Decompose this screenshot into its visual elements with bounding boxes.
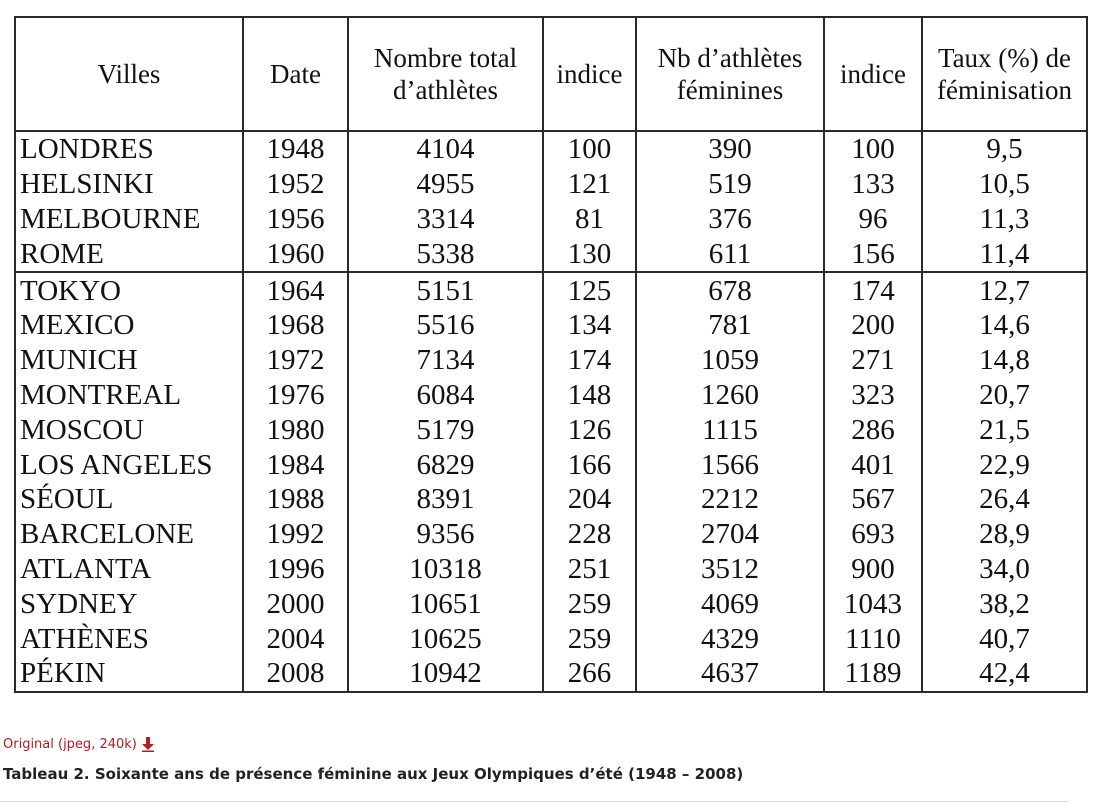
- cell-indice: 126: [543, 412, 636, 447]
- cell-taux: 14,6: [922, 308, 1087, 343]
- table-row: [15, 517, 1087, 552]
- header-nb-feminines: Nb d’athlètes féminines: [636, 17, 824, 131]
- cell-feminines: 4329: [636, 621, 824, 656]
- cell-indice-feminin: 200: [824, 308, 922, 343]
- cell-ville: SYDNEY: [15, 586, 243, 621]
- cell-indice-feminin: 900: [824, 552, 922, 587]
- cell-total: 8391: [348, 482, 543, 517]
- cell-indice-feminin: 693: [824, 517, 922, 552]
- cell-indice: 121: [543, 167, 636, 202]
- header-taux: Taux (%) de féminisation: [922, 17, 1087, 131]
- cell-taux: 34,0: [922, 552, 1087, 587]
- cell-feminines: 4069: [636, 586, 824, 621]
- cell-indice: 228: [543, 517, 636, 552]
- cell-indice-feminin: 401: [824, 447, 922, 482]
- cell-date: 1952: [243, 167, 348, 202]
- cell-feminines: 2212: [636, 482, 824, 517]
- cell-taux: 28,9: [922, 517, 1087, 552]
- cell-date: 1996: [243, 552, 348, 587]
- cell-indice: 266: [543, 656, 636, 692]
- cell-indice: 100: [543, 131, 636, 167]
- cell-ville: MOSCOU: [15, 412, 243, 447]
- cell-date: 1964: [243, 272, 348, 308]
- cell-feminines: 390: [636, 131, 824, 167]
- cell-indice-feminin: 174: [824, 272, 922, 308]
- cell-feminines: 678: [636, 272, 824, 308]
- cell-date: 1968: [243, 308, 348, 343]
- cell-total: 10942: [348, 656, 543, 692]
- table-row: [15, 308, 1087, 343]
- cell-ville: ATLANTA: [15, 552, 243, 587]
- cell-indice-feminin: 1110: [824, 621, 922, 656]
- cell-feminines: 3512: [636, 552, 824, 587]
- cell-taux: 26,4: [922, 482, 1087, 517]
- cell-feminines: 1059: [636, 343, 824, 378]
- cell-date: 1960: [243, 236, 348, 272]
- cell-ville: TOKYO: [15, 272, 243, 308]
- cell-feminines: 4637: [636, 656, 824, 692]
- cell-total: 5516: [348, 308, 543, 343]
- cell-taux: 21,5: [922, 412, 1087, 447]
- cell-indice: 259: [543, 586, 636, 621]
- cell-feminines: 1566: [636, 447, 824, 482]
- cell-indice-feminin: 286: [824, 412, 922, 447]
- cell-taux: 11,4: [922, 236, 1087, 272]
- cell-date: 1980: [243, 412, 348, 447]
- cell-feminines: 1115: [636, 412, 824, 447]
- cell-total: 7134: [348, 343, 543, 378]
- cell-total: 5179: [348, 412, 543, 447]
- table-row: [15, 447, 1087, 482]
- cell-ville: ROME: [15, 236, 243, 272]
- cell-taux: 20,7: [922, 378, 1087, 413]
- cell-ville: MUNICH: [15, 343, 243, 378]
- cell-total: 10318: [348, 552, 543, 587]
- cell-taux: 12,7: [922, 272, 1087, 308]
- cell-feminines: 611: [636, 236, 824, 272]
- cell-total: 4955: [348, 167, 543, 202]
- table-row: [15, 621, 1087, 656]
- original-link-label: Original (jpeg, 240k): [3, 737, 137, 752]
- table-row: [15, 378, 1087, 413]
- cell-total: 10625: [348, 621, 543, 656]
- cell-total: 3314: [348, 202, 543, 237]
- table-row: [15, 167, 1087, 202]
- header-indice: indice: [543, 17, 636, 131]
- cell-total: 6084: [348, 378, 543, 413]
- cell-feminines: 519: [636, 167, 824, 202]
- header-indice-feminin: indice: [824, 17, 922, 131]
- table-row: [15, 343, 1087, 378]
- cell-indice-feminin: 271: [824, 343, 922, 378]
- cell-taux: 14,8: [922, 343, 1087, 378]
- cell-indice: 130: [543, 236, 636, 272]
- cell-ville: LOS ANGELES: [15, 447, 243, 482]
- cell-feminines: 376: [636, 202, 824, 237]
- cell-total: 10651: [348, 586, 543, 621]
- cell-date: 1956: [243, 202, 348, 237]
- cell-indice-feminin: 1043: [824, 586, 922, 621]
- cell-ville: BARCELONE: [15, 517, 243, 552]
- cell-total: 5151: [348, 272, 543, 308]
- cell-ville: MEXICO: [15, 308, 243, 343]
- olympics-table: [14, 16, 1088, 693]
- cell-indice: 148: [543, 378, 636, 413]
- table-header-row: [15, 17, 1087, 131]
- cell-indice-feminin: 100: [824, 131, 922, 167]
- cell-date: 1948: [243, 131, 348, 167]
- table-row: [15, 482, 1087, 517]
- cell-indice: 166: [543, 447, 636, 482]
- cell-total: 9356: [348, 517, 543, 552]
- header-villes: Villes: [15, 17, 243, 131]
- cell-taux: 38,2: [922, 586, 1087, 621]
- table-image: [14, 16, 1086, 712]
- cell-total: 6829: [348, 447, 543, 482]
- cell-taux: 11,3: [922, 202, 1087, 237]
- cell-indice-feminin: 133: [824, 167, 922, 202]
- cell-indice-feminin: 323: [824, 378, 922, 413]
- cell-ville: ATHÈNES: [15, 621, 243, 656]
- table-row: [15, 656, 1087, 692]
- table-row: [15, 131, 1087, 167]
- cell-ville: LONDRES: [15, 131, 243, 167]
- table-row: [15, 236, 1087, 272]
- cell-date: 1984: [243, 447, 348, 482]
- table-row: [15, 586, 1087, 621]
- download-arrow-icon: [142, 737, 154, 752]
- cell-date: 1988: [243, 482, 348, 517]
- cell-indice: 204: [543, 482, 636, 517]
- cell-taux: 40,7: [922, 621, 1087, 656]
- header-date: Date: [243, 17, 348, 131]
- cell-date: 2008: [243, 656, 348, 692]
- cell-feminines: 2704: [636, 517, 824, 552]
- cell-indice-feminin: 567: [824, 482, 922, 517]
- header-nombre-total: Nombre total d’athlètes: [348, 17, 543, 131]
- table-caption: Tableau 2. Soixante ans de présence féminine aux Jeux Olympiques d’été (1948 – 2008): [3, 765, 744, 783]
- cell-indice-feminin: 1189: [824, 656, 922, 692]
- cell-indice: 134: [543, 308, 636, 343]
- cell-indice: 125: [543, 272, 636, 308]
- cell-indice-feminin: 156: [824, 236, 922, 272]
- table-row: [15, 412, 1087, 447]
- cell-indice: 251: [543, 552, 636, 587]
- cell-taux: 10,5: [922, 167, 1087, 202]
- cell-total: 4104: [348, 131, 543, 167]
- cell-taux: 42,4: [922, 656, 1087, 692]
- cell-date: 2000: [243, 586, 348, 621]
- cell-taux: 22,9: [922, 447, 1087, 482]
- cell-indice: 259: [543, 621, 636, 656]
- cell-indice: 174: [543, 343, 636, 378]
- original-image-link[interactable]: [3, 737, 154, 752]
- table-row: [15, 272, 1087, 308]
- cell-ville: HELSINKI: [15, 167, 243, 202]
- cell-total: 5338: [348, 236, 543, 272]
- cell-ville: PÉKIN: [15, 656, 243, 692]
- cell-indice: 81: [543, 202, 636, 237]
- cell-date: 2004: [243, 621, 348, 656]
- cell-date: 1992: [243, 517, 348, 552]
- cell-taux: 9,5: [922, 131, 1087, 167]
- table-row: [15, 202, 1087, 237]
- table-row: [15, 552, 1087, 587]
- cell-ville: SÉOUL: [15, 482, 243, 517]
- cell-date: 1972: [243, 343, 348, 378]
- cell-indice-feminin: 96: [824, 202, 922, 237]
- cell-ville: MONTREAL: [15, 378, 243, 413]
- cell-date: 1976: [243, 378, 348, 413]
- cell-ville: MELBOURNE: [15, 202, 243, 237]
- cell-feminines: 1260: [636, 378, 824, 413]
- caption-divider: [0, 801, 1068, 802]
- cell-feminines: 781: [636, 308, 824, 343]
